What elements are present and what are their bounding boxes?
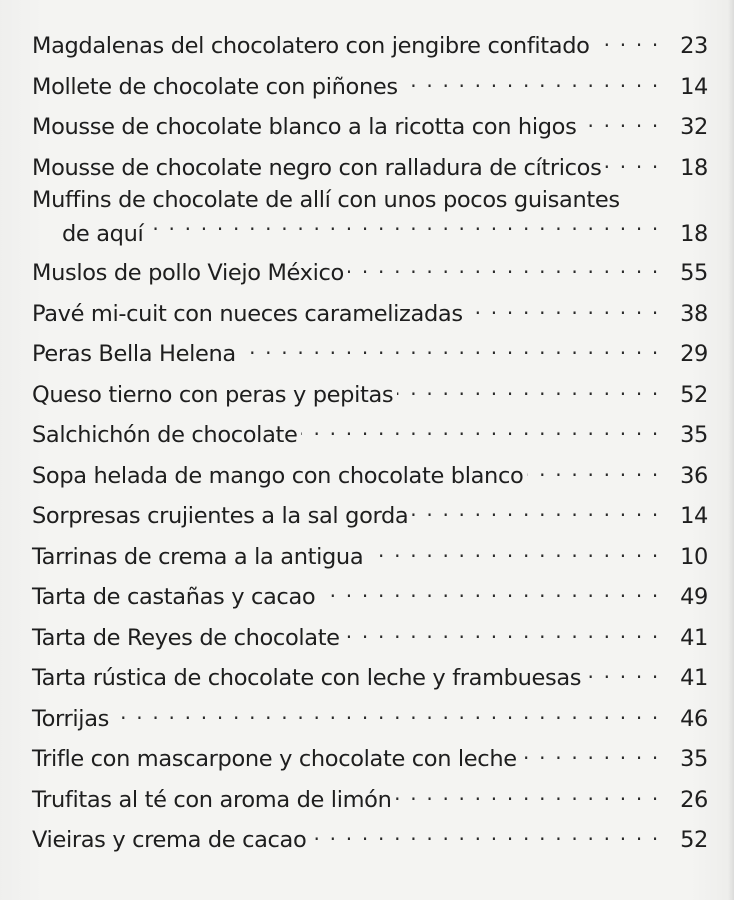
entry-title: Pavé mi-cuit con nueces caramelizadas	[32, 300, 463, 327]
dot-leader	[301, 418, 662, 442]
entry-page-number: 14	[680, 73, 708, 100]
entry-page-number: 52	[680, 827, 708, 853]
entry-page-number: 46	[680, 705, 708, 732]
dot-leader	[605, 151, 662, 175]
entry-page-number: 38	[680, 300, 708, 327]
entry-page-number: 23	[680, 33, 708, 59]
entry-page-number: 10	[680, 543, 708, 570]
index-entry	[32, 107, 708, 148]
entry-page-number: 41	[680, 665, 708, 691]
entry-page-number: 35	[680, 422, 708, 448]
entry-title: Tarta de castañas y cacao	[32, 584, 316, 610]
index-entry	[32, 739, 708, 780]
index-entry	[32, 658, 708, 699]
index-entry	[32, 294, 708, 335]
entry-page-number: 18	[680, 220, 708, 247]
index-entry	[32, 780, 708, 821]
dot-leader	[585, 661, 662, 685]
entry-page-number: 41	[680, 624, 708, 651]
entry-page-number: 52	[680, 381, 708, 408]
dot-leader	[348, 256, 662, 280]
index-entry	[32, 456, 708, 497]
index-entry	[32, 67, 708, 108]
index-entry	[32, 148, 708, 189]
index-entry	[32, 26, 708, 67]
dot-leader	[147, 217, 662, 241]
entry-title: Peras Bella Helena	[32, 341, 236, 367]
entry-title: Trufitas al té con aroma de limón	[32, 786, 392, 813]
page-edge-shadow	[728, 0, 734, 900]
entry-title: Muffins de chocolate de allí con unos pocos guisantes	[32, 187, 620, 213]
dot-leader	[467, 297, 662, 321]
index-entry	[32, 253, 708, 294]
entry-page-number: 18	[680, 154, 708, 181]
entry-page-number: 29	[680, 341, 708, 367]
entry-page-number: 36	[680, 462, 708, 489]
index-entry-wrapped	[32, 184, 708, 249]
entry-title: Tarta rústica de chocolate con leche y frambuesas	[32, 665, 582, 691]
dot-leader	[402, 70, 662, 94]
entry-page-number: 35	[680, 746, 708, 772]
dot-leader	[527, 459, 662, 483]
dot-leader	[594, 29, 662, 53]
index-entry	[32, 334, 708, 375]
entry-title: Muslos de pollo Viejo México	[32, 260, 344, 286]
recipe-index-list	[32, 26, 708, 861]
index-entry	[32, 820, 708, 861]
entry-title: Queso tierno con peras y pepitas	[32, 381, 394, 408]
entry-title: Salchichón de chocolate	[32, 422, 298, 448]
entry-page-number: 55	[680, 260, 708, 286]
entry-title: Mollete de chocolate con piñones	[32, 73, 398, 100]
dot-leader	[240, 337, 662, 361]
entry-title: Magdalenas del chocolatero con jengibre confitado	[32, 33, 590, 59]
dot-leader	[113, 702, 662, 726]
entry-title-continuation-line	[32, 217, 708, 250]
index-entry	[32, 375, 708, 416]
entry-title: Vieiras y crema de cacao	[32, 827, 307, 853]
index-entry	[32, 699, 708, 740]
dot-leader	[367, 540, 662, 564]
entry-title: Trifle con mascarpone y chocolate con leche	[32, 746, 517, 772]
entry-page-number: 14	[680, 503, 708, 529]
entry-title: Torrijas	[32, 705, 110, 732]
index-entry	[32, 496, 708, 537]
dot-leader	[319, 580, 662, 604]
entry-title-continuation: de aquí	[62, 220, 144, 247]
dot-leader	[580, 110, 662, 134]
index-entry	[32, 537, 708, 578]
entry-page-number: 49	[680, 584, 708, 610]
entry-title: Sorpresas crujientes a la sal gorda	[32, 503, 409, 529]
dot-leader	[396, 783, 662, 807]
dot-leader	[397, 378, 662, 402]
dot-leader	[412, 499, 662, 523]
entry-title: Mousse de chocolate negro con ralladura de cítricos	[32, 154, 602, 181]
entry-page-number: 26	[680, 786, 708, 813]
index-entry	[32, 415, 708, 456]
index-entry	[32, 577, 708, 618]
entry-title: Sopa helada de mango con chocolate blanco	[32, 462, 524, 489]
dot-leader	[521, 742, 662, 766]
entry-title: Mousse de chocolate blanco a la ricotta con higos	[32, 114, 577, 140]
dot-leader	[310, 823, 662, 847]
entry-title: Tarta de Reyes de chocolate	[32, 624, 340, 651]
index-entry	[32, 618, 708, 659]
entry-page-number: 32	[680, 114, 708, 140]
dot-leader	[344, 621, 662, 645]
entry-title: Tarrinas de crema a la antigua	[32, 543, 364, 570]
